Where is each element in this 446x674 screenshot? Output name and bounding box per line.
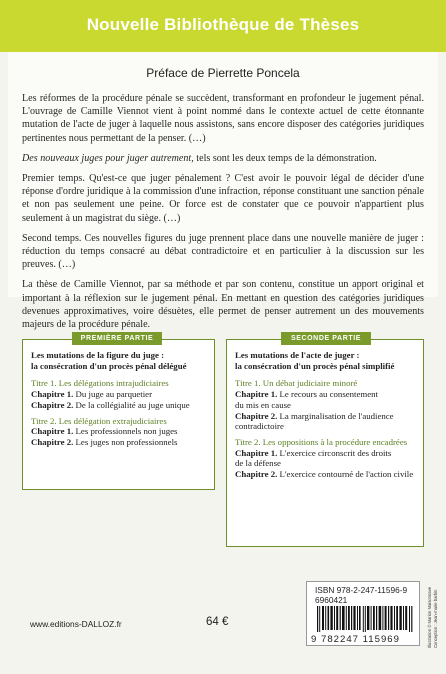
series-title: Nouvelle Bibliothèque de Thèses [86,15,360,34]
part1-tag: PREMIÈRE PARTIE [72,332,162,345]
barcode-bars [317,606,413,632]
part1-titre1: Titre 1. Les délégations intrajudiciaires [31,378,169,389]
preface-text [22,92,424,338]
barcode-digits: 9 782247 115969 [311,634,400,645]
series-banner [0,0,446,52]
part2-title: Les mutations de l'acte de juger : la consécration d'un procès pénal simplifié [235,350,395,371]
part1-chapter-2-2: Chapitre 2. Les juges non professionnels [31,436,178,447]
barcode-code: 6960421 [315,595,348,605]
illustration-credit [424,586,442,648]
part2-titre2: Titre 2. Les oppositions à la procédure encadrées [235,436,408,447]
publisher-url[interactable]: www.editions-DALLOZ.fr [30,619,122,629]
preface-paragraph-3: Premier temps. Qu'est-ce que juger pénalement ? C'est avoir le pouvoir légal de décider d'une réponse d'ordre juridique à la commission d'une infraction, réponse constituant une sanction pénale et non pas seulement une peine. Or force est de constater que ce pouvoir n'appartient plus seulement à un magistrat du siège. (…) [22,173,424,224]
part1-chapter-2-1: Chapitre 1. Les professionnels non juges [31,426,178,437]
part2-chapter-2-1: Chapitre 1. L'exercice circonscrit des droits de la défense [235,447,392,469]
preface-paragraph-2 [22,152,424,165]
part2-contents [235,350,417,480]
part1-chapter-1-2: Chapitre 2. De la collégialité au juge unique [31,399,190,410]
part1-titre2: Titre 2. Les délégation extrajudiciaires [31,415,167,426]
part2-chapter-1-2: Chapitre 2. La marginalisation de l'audience contradictoire [235,410,394,432]
part1-chapter-1-1: Chapitre 1. Du juge au parquetier [31,389,153,400]
part2-chapter-1-1: Chapitre 1. Le recours au consentement du mis en cause [235,389,378,410]
price: 64 € [206,616,229,628]
part2-box [226,339,424,547]
credit-line-2: Conception : Jean-marie barbin [433,589,438,648]
preface-paragraph-1: Les réformes de la procédure pénale se succèdent, transformant en profondeur le jugement pénal. L'ouvrage de Camille Viennot vient à point nommé dans le contexte actuel de cette étonnante mutation de l'acte de juger à laquelle nous assistons, sans encore disposer des catégories juridiques pertinentes nous permettant de la penser. (…) [22,93,424,144]
preface-paragraph-2-text: tels sont les deux temps de la démonstration. [196,152,377,164]
part2-chapter-2-2: Chapitre 2. L'exercice contourné de l'action civile [235,469,414,480]
preface-title: Préface de Pierrette Poncela [146,66,300,80]
part1-box [22,339,215,490]
preface-paragraph-4: Second temps. Ces nouvelles figures du juge prennent place dans une nouvelle manière de juger : réduction du temps consacré au débat contradictoire et en particulier à la discussion sur les preuves. (…) [22,232,424,271]
part1-title: Les mutations de la figure du juge : la consécration d'un procès pénal délégué [31,350,187,371]
isbn-text: ISBN 978-2-247-11596-9 [315,585,408,595]
preface-paragraph-5: La thèse de Camille Viennot, par sa méthode et par son contenu, constitue un apport original et important à la réflexion sur le jugement pénal. En mettant en question des catégories juridiques devenues approximatives, voire désuètes, elle permet de penser autrement un des mouvements majeurs de la procédure pénale. [22,279,424,331]
credit-line-1: Illustration © Marion Maisonnave [427,586,432,648]
part1-contents [31,350,208,448]
part2-titre1: Titre 1. Un débat judiciaire minoré [235,378,358,389]
barcode-box [306,581,420,646]
preface-italic-lead: Des nouveaux juges pour juger autrement, [22,152,194,164]
part2-tag: SECONDE PARTIE [281,332,371,345]
